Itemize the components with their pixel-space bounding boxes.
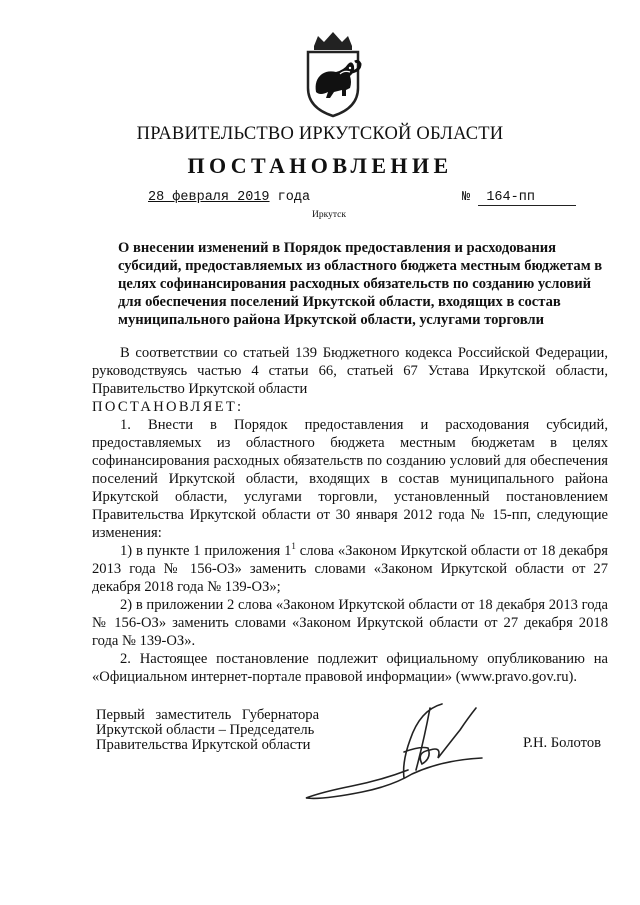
date-suffix: года <box>277 190 311 205</box>
number-text: 164-пп <box>486 190 535 205</box>
item-1-2-paragraph: 2) в приложении 2 слова «Законом Иркутской области от 18 декабря 2013 года № 156-ОЗ» заменить словами «Законом Иркутской области от 27 декабря 2018 года № 139-ОЗ». <box>92 597 608 649</box>
title-line: субсидий, предоставляемых из областного бюджета местным бюджетам в <box>118 258 603 274</box>
document-city: Иркутск <box>312 210 346 220</box>
resolves-heading: ПОСТАНОВЛЯЕТ: <box>92 399 244 415</box>
item-1-1-text-a: 1) в пункте 1 приложения 1 <box>120 543 292 559</box>
document-number <box>462 190 576 206</box>
document-body <box>92 344 608 686</box>
document-title <box>118 239 603 329</box>
signatory-position <box>96 708 319 753</box>
item-1-1-text-b: слова «Законом Иркутской области от 18 декабря 2013 года № 156-ОЗ» заменить словами «Законом Иркутской области от 27 декабря 2018 года № 139-ОЗ»; <box>92 543 608 595</box>
item-1-1-paragraph <box>92 542 608 596</box>
item-1-paragraph: 1. Внести в Порядок предоставления и расходования субсидий, предоставляемых из областного бюджета местным бюджетам в целях софинансирования расходных обязательств по созданию условий для обеспечения поселений Иркутской области, входящих в состав муниципального района Иркутской области, услугами торговли, установленный постановлением Правительства Иркутской области от 30 января 2012 года № 15-пп, следующие изменения: <box>92 417 608 541</box>
signatory-name: Р.Н. Болотов <box>523 735 602 751</box>
position-line: Первый заместитель Губернатора <box>96 707 320 723</box>
title-line: О внесении изменений в Порядок предоставления и расходования <box>118 240 557 256</box>
position-line: Иркутской области – Председатель <box>96 722 315 738</box>
number-value <box>478 190 576 206</box>
position-line: Правительства Иркутской области <box>96 737 311 753</box>
document-type: ПОСТАНОВЛЕНИЕ <box>187 153 453 178</box>
government-name: ПРАВИТЕЛЬСТВО ИРКУТСКОЙ ОБЛАСТИ <box>136 124 504 144</box>
item-1-1-superscript: 1 <box>291 541 296 552</box>
title-line: целях софинансирования расходных обязательств по созданию условий <box>118 276 592 292</box>
item-2-paragraph: 2. Настоящее постановление подлежит официальному опубликованию на «Официальном интернет-портале правовой информации» (www.pravo.gov.ru). <box>92 651 608 685</box>
title-line: муниципального района Иркутской области, услугами торговли <box>118 312 545 328</box>
intro-paragraph: В соответствии со статьей 139 Бюджетного кодекса Российской Федерации, руководствуясь частью 4 статьи 66, статьей 67 Устава Иркутской области, Правительство Иркутской области <box>92 345 608 397</box>
document-date <box>148 190 310 205</box>
title-line: для обеспечения поселений Иркутской области, входящих в состав <box>118 294 561 310</box>
number-sign: № <box>462 190 471 205</box>
handwritten-signature <box>292 700 492 805</box>
coat-of-arms-icon <box>300 30 366 120</box>
date-value: 28 февраля 2019 <box>148 190 270 205</box>
